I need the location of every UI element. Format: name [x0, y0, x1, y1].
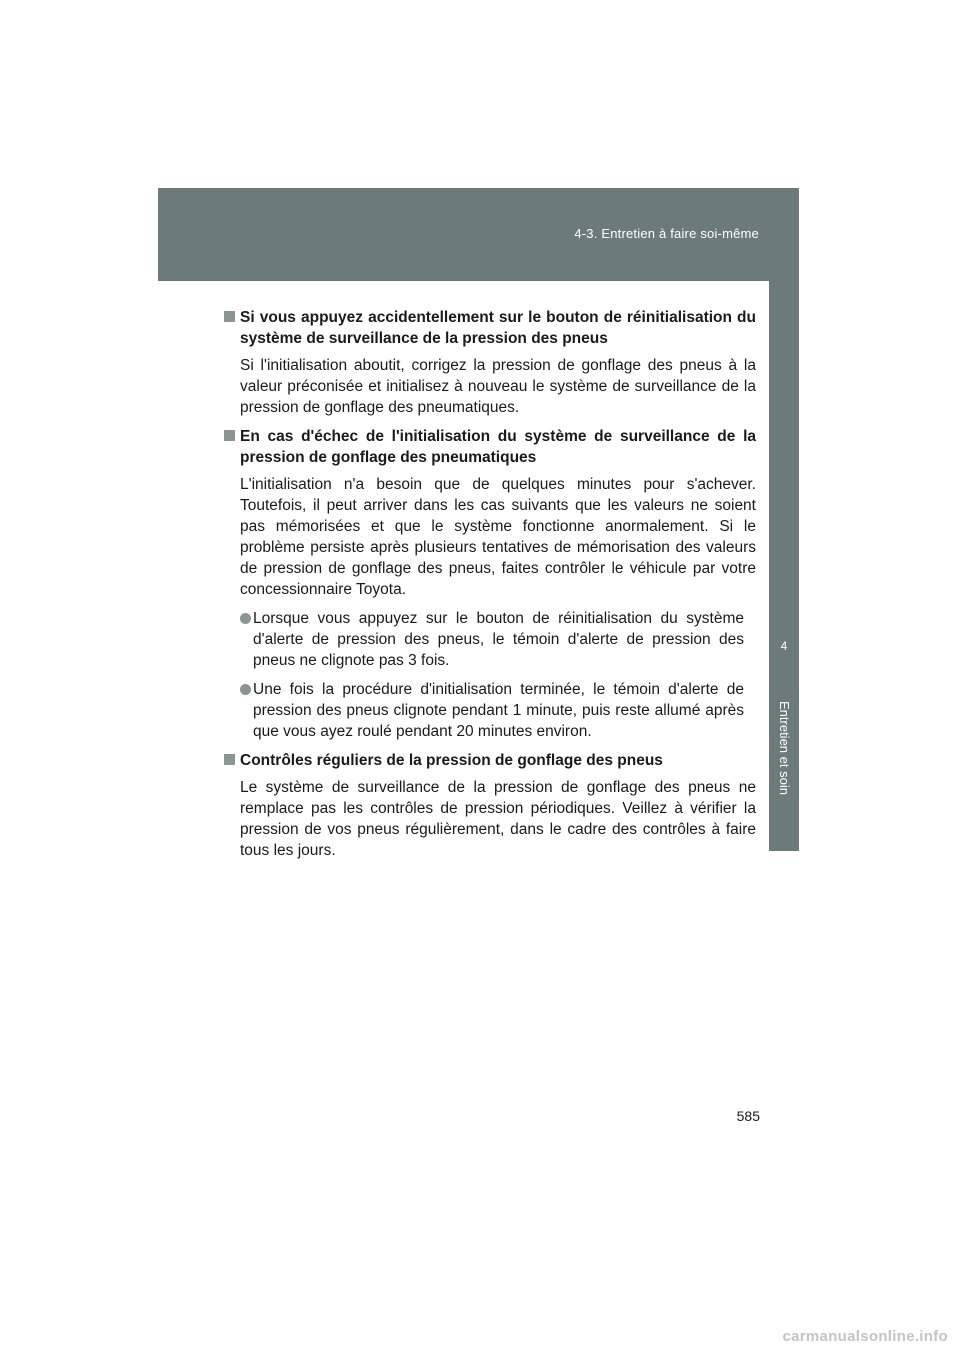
list-item: [222, 608, 756, 671]
section-body: L'initialisation n'a besoin que de quelques minutes pour s'achever. Toutefois, il peut arriver dans les cas suivants que les valeurs ne soient pas mémorisées et que le système fonctionne anormalement. Si le problème persiste après plusieurs tentatives de mémorisation des valeurs de pression de gonflage des pneus, faites contrôler le véhicule par votre concessionnaire Toyota.: [240, 476, 756, 598]
header-band: [158, 188, 799, 281]
watermark: carmanualsonline.info: [782, 1328, 948, 1345]
square-bullet-icon: [224, 754, 235, 765]
chapter-number: 4: [780, 639, 788, 653]
section-init-failure: [222, 426, 756, 742]
section-heading-text: Contrôles réguliers de la pression de gonflage des pneus: [240, 752, 663, 769]
section-heading-text: Si vous appuyez accidentellement sur le bouton de réinitialisation du système de surveillance de la pression des pneus: [240, 309, 756, 347]
circle-bullet-icon: [240, 684, 251, 695]
chapter-label: Entretien et soin: [777, 701, 792, 795]
section-reset-button: [222, 307, 756, 418]
list-item: [222, 679, 756, 742]
section-heading: [222, 426, 756, 468]
section-body: Le système de surveillance de la pression de gonflage des pneus ne remplace pas les contrôles de pression périodiques. Veillez à vérifier la pression de vos pneus régulièrement, dans le cadre des contrôles à faire tous les jours.: [240, 779, 756, 859]
circle-bullet-icon: [240, 613, 251, 624]
section-heading-text: En cas d'échec de l'initialisation du système de surveillance de la pression de gonflage des pneumatiques: [240, 428, 756, 466]
list-item-text: Une fois la procédure d'initialisation terminée, le témoin d'alerte de pression des pneus clignote pendant 1 minute, puis reste allumé après que vous ayez roulé pendant 20 minutes environ.: [253, 681, 744, 740]
section-heading: [222, 750, 756, 771]
side-tab: [769, 281, 799, 851]
square-bullet-icon: [224, 311, 235, 322]
main-content: [222, 307, 756, 869]
section-regular-checks: [222, 750, 756, 861]
list-item-text: Lorsque vous appuyez sur le bouton de réinitialisation du système d'alerte de pression des pneus, le témoin d'alerte de pression des pneus ne clignote pas 3 fois.: [253, 610, 744, 669]
section-title: 4-3. Entretien à faire soi-même: [574, 226, 759, 241]
section-heading: [222, 307, 756, 349]
page-number: 585: [736, 1108, 760, 1124]
section-body: Si l'initialisation aboutit, corrigez la pression de gonflage des pneus à la valeur préconisée et initialisez à nouveau le système de surveillance de la pression de gonflage des pneumatiques.: [240, 357, 756, 416]
square-bullet-icon: [224, 430, 235, 441]
